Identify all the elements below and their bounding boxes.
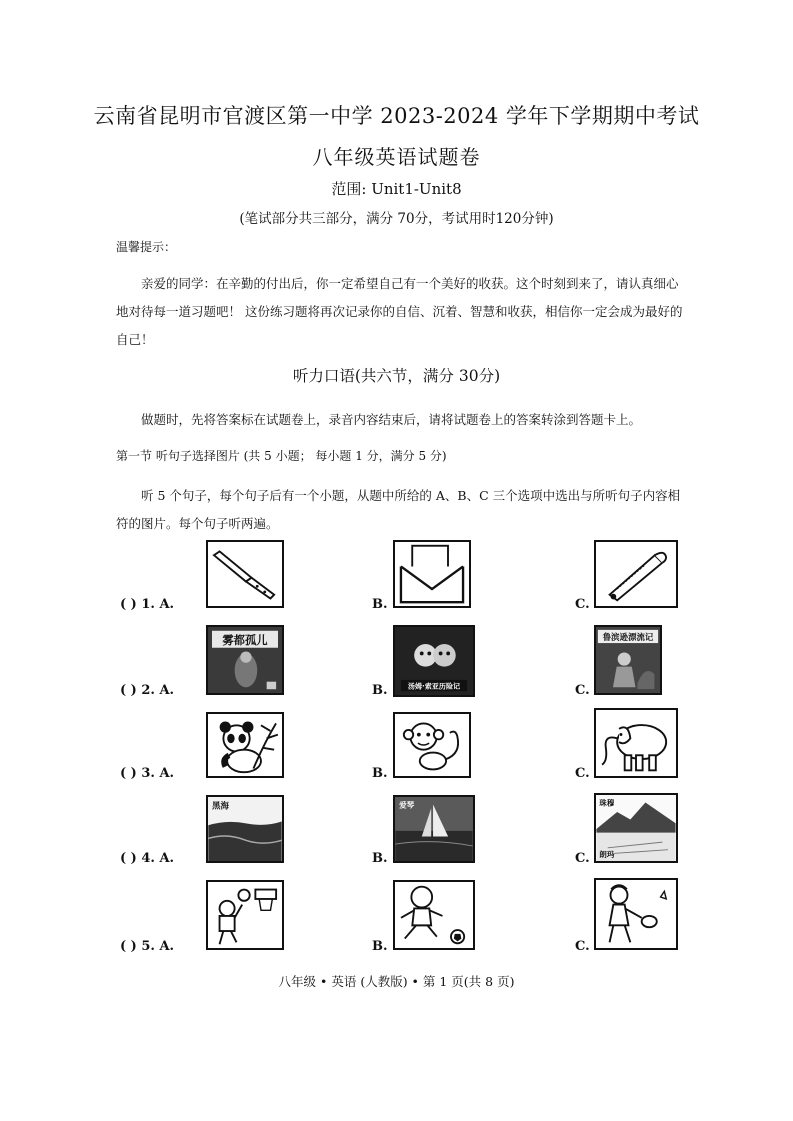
book-cover-tom-sawyer[interactable] xyxy=(393,625,475,697)
badminton-picture[interactable] xyxy=(594,878,678,950)
option-b-label: B. xyxy=(372,939,388,954)
mountain-picture[interactable] xyxy=(594,793,678,863)
mountain-icon xyxy=(596,795,676,861)
book-cover-oliver-twist[interactable] xyxy=(206,625,284,695)
panda-icon xyxy=(208,714,282,776)
book-cover-robinson-crusoe[interactable] xyxy=(594,625,662,695)
exam-title: 云南省昆明市官渡区第一中学 2023-2024 学年下学期期中考试 xyxy=(93,104,700,128)
option-b-label: B. xyxy=(372,683,388,698)
section1-description: 听 5 个句子，每个句子后有一个小题，从题中所给的 A、B、C 三个选项中选出与所听句子内容相符的图片。每个句子听两遍。 xyxy=(116,488,681,531)
basketball-icon xyxy=(208,882,282,948)
basketball-picture[interactable] xyxy=(206,880,284,950)
page-footer: 八年级 • 英语 (人教版) • 第 1 页(共 8 页) xyxy=(278,974,515,989)
book-cover-icon xyxy=(395,627,473,695)
book-title-a: 雾都孤儿 xyxy=(222,633,268,647)
book-title-c: 鲁滨逊漂流记 xyxy=(602,632,654,643)
book-cover-icon xyxy=(208,627,282,693)
sailboat-picture[interactable] xyxy=(393,795,475,863)
sailboat-caption: 爱琴 xyxy=(399,800,415,810)
scope-text: 范围: Unit1-Unit8 xyxy=(331,180,462,198)
tips-label: 温馨提示： xyxy=(116,240,177,254)
option-c-label: C. xyxy=(575,851,590,866)
question-3-label: ( ) 3. A. xyxy=(120,766,175,781)
question-5-label: ( ) 5. A. xyxy=(120,939,175,954)
sea-picture[interactable] xyxy=(206,795,284,863)
sea-icon xyxy=(208,797,282,861)
monkey-icon xyxy=(395,714,469,776)
panda-picture[interactable] xyxy=(206,712,284,778)
listening-title: 听力口语(共六节，满分 30分) xyxy=(292,367,501,385)
tips-paragraph: 亲爱的同学：在辛勤的付出后，你一定希望自己有一个美好的收获。这个时刻到来了，请认真细心地对待每一道习题吧！ 这份练习题将再次记录你的自信、沉着、智慧和收获，相信你一定会成为最好的自己！ xyxy=(116,276,683,347)
sea-caption: 黑海 xyxy=(212,800,230,811)
elephant-icon xyxy=(596,710,676,776)
knife-icon xyxy=(208,542,282,606)
section1-heading: 第一节 听句子选择图片 (共 5 小题； 每小题 1 分，满分 5 分) xyxy=(116,449,447,463)
envelope-picture[interactable] xyxy=(393,540,471,608)
thermometer-picture[interactable] xyxy=(594,540,678,608)
option-b-label: B. xyxy=(372,766,388,781)
option-c-label: C. xyxy=(575,597,590,612)
listening-instruction: 做题时，先将答案标在试题卷上，录音内容结束后，请将试题卷上的答案转涂到答题卡上。 xyxy=(141,412,642,427)
monkey-picture[interactable] xyxy=(393,712,471,778)
option-c-label: C. xyxy=(575,683,590,698)
question-2-label: ( ) 2. A. xyxy=(120,683,175,698)
soccer-picture[interactable] xyxy=(393,880,475,950)
question-4-label: ( ) 4. A. xyxy=(120,851,175,866)
option-b-label: B. xyxy=(372,851,388,866)
envelope-icon xyxy=(395,542,469,606)
sailboat-icon xyxy=(395,797,473,861)
option-c-label: C. xyxy=(575,939,590,954)
option-b-label: B. xyxy=(372,597,388,612)
elephant-picture[interactable] xyxy=(594,708,678,778)
mountain-caption-bottom: 朗玛 xyxy=(599,850,615,860)
thermometer-icon xyxy=(596,542,676,606)
mountain-caption-top: 珠穆 xyxy=(599,798,615,808)
exam-note: (笔试部分共三部分，满分 70分，考试用时120分钟) xyxy=(239,211,554,227)
knife-picture[interactable] xyxy=(206,540,284,608)
option-c-label: C. xyxy=(575,766,590,781)
book-cover-icon xyxy=(596,627,660,693)
badminton-icon xyxy=(596,880,676,948)
question-1-label: ( ) 1. A. xyxy=(120,597,175,612)
paper-subtitle: 八年级英语试题卷 xyxy=(312,145,481,169)
soccer-icon xyxy=(395,882,473,948)
book-title-b: 汤姆·索亚历险记 xyxy=(407,681,461,691)
